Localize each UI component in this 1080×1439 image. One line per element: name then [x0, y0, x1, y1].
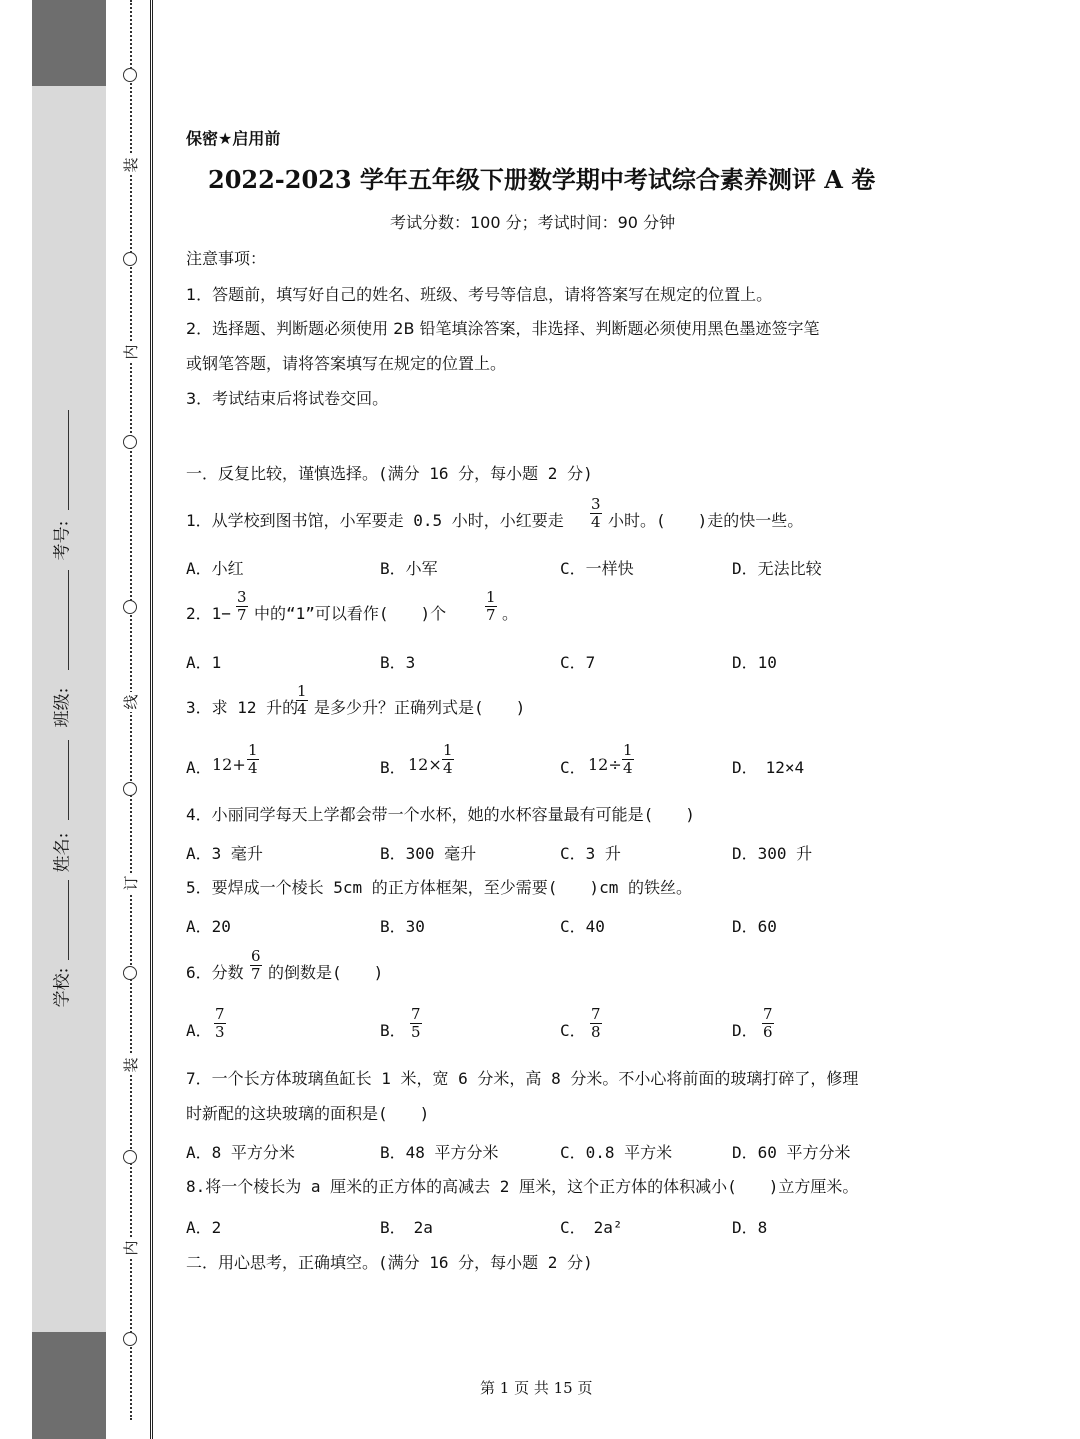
fraction: $\frac{1}{4}$: [443, 741, 453, 777]
option-a: A．1: [186, 653, 222, 672]
option-c: C．7: [560, 653, 596, 672]
notice-heading: 注意事项：: [186, 249, 267, 268]
binding-char: 内: [121, 1238, 141, 1258]
section-heading: 二．用心思考，正确填空。(满分 16 分，每小题 2 分): [186, 1253, 593, 1272]
fraction: $\frac{1}{4}$: [248, 741, 258, 777]
option-d: D．无法比较: [732, 559, 822, 578]
fraction: $\frac{1}{4}$: [297, 682, 307, 718]
option-d-label: D．: [732, 1021, 758, 1040]
option-d: D． 12×4: [732, 758, 805, 777]
question-1-text-end: 小时。( )走的快一些。: [608, 511, 804, 530]
binding-strip-top-block: [32, 0, 106, 86]
confidential-label: 保密★启用前: [186, 129, 281, 148]
option-b: B．30: [380, 917, 425, 936]
option-b-expr: 12×: [408, 755, 442, 774]
option-c-label: C．: [560, 1021, 586, 1040]
fraction: $\frac{3}{4}$: [591, 495, 601, 531]
page-title: 2022-2023 学年五年级下册数学期中考试综合素养测评 A 卷: [208, 165, 876, 194]
binding-char: 装: [121, 155, 141, 175]
question-2-text-end: 。: [502, 604, 519, 623]
option-d: D．60: [732, 917, 777, 936]
question-1-text: 1．从学校到图书馆，小军要走 0.5 小时，小红要走: [186, 511, 564, 530]
binding-char: 线: [121, 692, 141, 712]
option-b: B．300 毫升: [380, 844, 477, 863]
notice-item: 或钢笔答题，请将答案填写在规定的位置上。: [186, 354, 507, 373]
option-b: B．小军: [380, 559, 438, 578]
class-label: 班级:: [52, 687, 73, 728]
field-line: [68, 740, 69, 820]
fraction: $\frac{1}{7}$: [486, 588, 496, 624]
notice-item: 2．选择题、判断题必须使用 2B 铅笔填涂答案，非选择、判断题必须使用黑色墨迹签字笔: [186, 319, 820, 338]
option-a-label: A．: [186, 1021, 212, 1040]
binding-hole: [123, 966, 137, 980]
binding-char: 订: [121, 873, 141, 893]
section-heading: 一．反复比较，谨慎选择。(满分 16 分，每小题 2 分): [186, 464, 593, 483]
name-label: 姓名:: [52, 832, 73, 873]
question-6-text: 6．分数: [186, 963, 244, 982]
option-a: A．20: [186, 917, 231, 936]
binding-hole: [123, 435, 137, 449]
option-c: C．40: [560, 917, 605, 936]
option-d: D．300 升: [732, 844, 813, 863]
binding-hole: [123, 1150, 137, 1164]
option-b: B．48 平方分米: [380, 1143, 499, 1162]
option-b-label: B．: [380, 1021, 406, 1040]
page-number: 第 1 页 共 15 页: [480, 1379, 593, 1397]
fraction: $\frac{1}{4}$: [623, 741, 633, 777]
school-label: 学校:: [52, 967, 73, 1008]
option-c-expr: 12÷: [588, 755, 622, 774]
option-c: C．3 升: [560, 844, 621, 863]
option-b: B． 2a: [380, 1218, 433, 1237]
option-a: A．2: [186, 1218, 222, 1237]
binding-char: 装: [121, 1055, 141, 1075]
binding-char: 内: [121, 342, 141, 362]
option-c: C． 2a²: [560, 1218, 623, 1237]
question-2-text-mid: 中的“1”可以看作( )个: [254, 604, 447, 623]
question-4-text: 4．小丽同学每天上学都会带一个水杯，她的水杯容量最有可能是( ): [186, 805, 695, 824]
option-a: A．3 毫升: [186, 844, 263, 863]
option-b-label: B．: [380, 758, 406, 777]
option-d: D．8: [732, 1218, 768, 1237]
option-a-expr: 12+: [212, 755, 246, 774]
option-a-label: A．: [186, 758, 212, 777]
question-3-text: 3．求 12 升的: [186, 698, 299, 717]
binding-hole: [123, 252, 137, 266]
field-line: [68, 880, 69, 960]
field-line: [68, 570, 69, 670]
binding-hole: [123, 782, 137, 796]
option-b: B．3: [380, 653, 416, 672]
exam-number-label: 考号:: [52, 520, 73, 561]
binding-hole: [123, 1332, 137, 1346]
question-3-text-end: 是多少升？正确列式是( ): [314, 698, 526, 717]
fraction: $\frac{3}{7}$: [237, 588, 247, 624]
option-c: C．一样快: [560, 559, 634, 578]
question-5-text: 5．要焊成一个棱长 5cm 的正方体框架，至少需要( )cm 的铁丝。: [186, 878, 692, 897]
exam-info: 考试分数：100 分；考试时间：90 分钟: [390, 213, 676, 232]
fraction: $\frac{6}{7}$: [251, 947, 261, 983]
option-d: D．10: [732, 653, 777, 672]
option-c: C．0.8 平方米: [560, 1143, 673, 1162]
question-2-text: 2．1−: [186, 604, 231, 623]
margin-line-inner: [152, 0, 153, 1439]
option-c-label: C．: [560, 758, 586, 777]
binding-hole: [123, 600, 137, 614]
fraction: $\frac{7}{5}$: [411, 1005, 421, 1041]
notice-item: 1．答题前，填写好自己的姓名、班级、考号等信息，请将答案写在规定的位置上。: [186, 285, 773, 304]
option-a: A．8 平方分米: [186, 1143, 295, 1162]
fraction: $\frac{7}{6}$: [763, 1005, 773, 1041]
question-8-text: 8.将一个棱长为 a 厘米的正方体的高减去 2 厘米，这个正方体的体积减小( )立方厘米。: [186, 1177, 859, 1196]
option-d: D．60 平方分米: [732, 1143, 851, 1162]
option-a: A．小红: [186, 559, 244, 578]
notice-item: 3．考试结束后将试卷交回。: [186, 389, 389, 408]
binding-strip-bottom-block: [32, 1332, 106, 1439]
fraction: $\frac{7}{3}$: [215, 1005, 225, 1041]
binding-hole: [123, 68, 137, 82]
question-7-text: 7．一个长方体玻璃鱼缸长 1 米，宽 6 分米，高 8 分米。不小心将前面的玻璃打碎了，修理: [186, 1069, 859, 1088]
margin-line: [150, 0, 151, 1439]
fraction: $\frac{7}{8}$: [591, 1005, 601, 1041]
question-7-text-cont: 时新配的这块玻璃的面积是( ): [186, 1104, 430, 1123]
field-line: [68, 410, 69, 510]
question-6-text-end: 的倒数是( ): [268, 963, 384, 982]
